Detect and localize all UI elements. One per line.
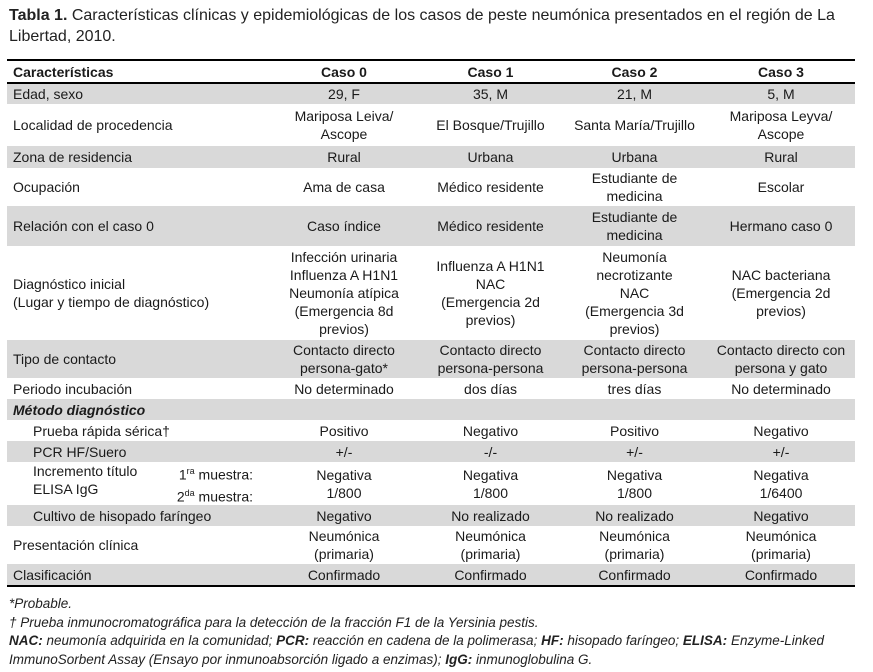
caption-label: Tabla 1. xyxy=(9,7,68,24)
cell: dos días xyxy=(464,380,517,397)
cell-line: Influenza A H1N1 xyxy=(289,267,399,283)
cell xyxy=(269,462,419,505)
cell: Confirmado xyxy=(707,564,855,586)
cell: Positivo xyxy=(319,422,369,439)
row-label-line: ELISA IgG xyxy=(33,481,99,497)
cell-line: Contacto directo con xyxy=(716,342,846,358)
cell: -/- xyxy=(419,441,562,462)
cell-line: Ascope xyxy=(320,126,368,142)
cell-line: (Emergencia 2d xyxy=(441,294,540,310)
abbr-key: IgG: xyxy=(445,651,473,667)
abbr-text: hisopado faríngeo; xyxy=(563,633,683,648)
cell xyxy=(707,462,855,505)
abbr-text: neumonía adquirida en la comunidad; xyxy=(42,633,277,648)
clinical-table xyxy=(7,59,855,587)
cell-line: Ascope xyxy=(757,126,805,142)
cell xyxy=(562,168,707,206)
row-label: Tipo de contacto xyxy=(7,340,269,378)
cell-line: (primaria) xyxy=(460,546,521,563)
abbr-key: NAC: xyxy=(9,633,43,648)
cell-line: Hermano caso 0 xyxy=(729,218,833,234)
cell xyxy=(269,340,419,378)
table-row xyxy=(7,526,855,564)
cell-line: Neumónica xyxy=(599,528,670,545)
cell xyxy=(269,104,419,146)
cell: Negativo xyxy=(707,505,855,526)
cell-line: Mariposa Leiva/ xyxy=(294,108,394,124)
abbr-text: inmunoglobulina G. xyxy=(472,651,593,667)
cell-line: persona-persona xyxy=(437,360,544,376)
elisa-row xyxy=(33,462,265,505)
cell: No determinado xyxy=(294,380,394,397)
cell-line: persona-gato* xyxy=(300,360,388,376)
section-row xyxy=(7,399,855,420)
cell xyxy=(707,206,855,246)
cell-line: Santa María/Trujillo xyxy=(574,117,695,133)
cell-line: Médico residente xyxy=(437,218,544,234)
cell-line: medicina xyxy=(606,227,663,243)
sample-1-label: $1^{ra}$ muestra: xyxy=(178,466,253,483)
cell: Urbana xyxy=(562,146,707,168)
cell xyxy=(419,168,562,206)
cell: tres días xyxy=(607,380,662,397)
cell-line: Mariposa Leyva/ xyxy=(729,108,833,124)
abbr-text: reacción en cadena de la polimerasa; xyxy=(309,633,542,648)
row-label: Relación con el caso 0 xyxy=(7,206,269,246)
cell: +/- xyxy=(562,441,707,462)
table-row xyxy=(7,146,855,168)
cell-line: (primaria) xyxy=(751,546,811,563)
cell-line: Escolar xyxy=(757,179,805,195)
cell-line: previos) xyxy=(319,321,369,337)
cell: Negativo xyxy=(269,505,419,526)
cell-line: 1/800 xyxy=(326,484,362,501)
table-row xyxy=(7,83,855,104)
cell xyxy=(562,104,707,146)
row-label: Periodo incubación xyxy=(13,380,133,397)
row-label: Localidad de procedencia xyxy=(13,117,173,133)
cell xyxy=(419,206,562,246)
row-label xyxy=(7,462,269,505)
row-label: Presentación clínica xyxy=(13,537,139,554)
row-label-line: Incremento título xyxy=(33,463,138,479)
cell xyxy=(707,526,855,564)
cell-line: Negativa xyxy=(316,466,372,483)
cell: Confirmado xyxy=(269,564,419,586)
table-caption xyxy=(9,5,867,47)
cell-line: Negativa xyxy=(462,466,519,483)
cell-line: Negativa xyxy=(753,466,809,483)
note-probable: *Probable. xyxy=(9,596,73,611)
cell xyxy=(562,462,707,505)
cell xyxy=(562,340,707,378)
col-header: Características xyxy=(7,60,269,83)
cell xyxy=(707,168,855,206)
cell xyxy=(707,246,855,340)
cell-line: Neumónica xyxy=(455,528,526,545)
cell xyxy=(419,246,562,340)
cell xyxy=(419,462,562,505)
note-abbreviations xyxy=(9,632,869,669)
row-label: Cultivo de hisopado faríngeo xyxy=(7,505,269,526)
cell: +/- xyxy=(269,441,419,462)
row-label: Edad, sexo xyxy=(7,83,269,104)
cell-line: 1/800 xyxy=(472,484,509,501)
table-row xyxy=(7,441,855,462)
cell-line: Negativa xyxy=(606,466,663,483)
abbr-key: PCR: xyxy=(276,633,310,648)
table-row xyxy=(7,206,855,246)
cell-line: medicina xyxy=(606,188,663,204)
table-row xyxy=(7,505,855,526)
cell-line: NAC xyxy=(475,276,506,292)
caption-text: Características clínicas y epidemiológicas de los casos de peste neumónica presentados en el región de La Libertad, 2010. xyxy=(9,7,835,45)
cell xyxy=(269,526,419,564)
cell xyxy=(269,206,419,246)
cell-line: Médico residente xyxy=(437,179,544,195)
cell xyxy=(419,340,562,378)
cell: Positivo xyxy=(609,422,660,439)
cell-line: El Bosque/Trujillo xyxy=(436,117,545,133)
cell-line: 1/800 xyxy=(616,484,653,501)
note-dagger: † Prueba inmunocromatográfica para la detección de la fracción F1 de la Yersinia pestis. xyxy=(9,614,539,630)
cell: No realizado xyxy=(562,505,707,526)
cell-line: Neumónica xyxy=(745,528,817,545)
cell xyxy=(562,526,707,564)
cell xyxy=(419,526,562,564)
cell xyxy=(419,104,562,146)
col-header: Caso 0 xyxy=(269,60,419,83)
elisa-samples xyxy=(177,462,265,505)
table-row xyxy=(7,420,855,441)
row-label: PCR HF/Suero xyxy=(7,441,269,462)
cell: No determinado xyxy=(731,380,831,397)
table-row xyxy=(7,246,855,340)
cell-line: persona-persona xyxy=(581,360,688,376)
abbr-text: Enzyme-Linked ImmunoSorbent Assay (Ensayo por inmunoabsorción ligado a enzimas); xyxy=(9,633,824,667)
cell: 21, M xyxy=(562,83,707,104)
cell-line: Contacto directo xyxy=(583,342,686,358)
row-label: Ocupación xyxy=(13,179,80,195)
cell-line: Contacto directo xyxy=(293,342,395,358)
cell-line: Caso índice xyxy=(307,218,381,234)
cell-line: Neumonía atípica xyxy=(289,285,399,301)
header-row xyxy=(7,60,855,83)
cell-line: Estudiante de xyxy=(591,170,678,186)
row-label: Prueba rápida sérica† xyxy=(33,422,170,439)
section-label: Método diagnóstico xyxy=(7,399,855,420)
cell: Rural xyxy=(707,146,855,168)
elisa-label xyxy=(33,462,137,505)
row-label: Zona de residencia xyxy=(7,146,269,168)
cell-line: (primaria) xyxy=(604,546,665,563)
cell-line: previos) xyxy=(756,303,806,319)
cell-line: Infección urinaria xyxy=(290,249,398,265)
cell-line: (Emergencia 3d xyxy=(585,303,684,319)
cell-line: Influenza A H1N1 xyxy=(436,258,545,274)
table-row xyxy=(7,104,855,146)
cell: No realizado xyxy=(419,505,562,526)
table-row xyxy=(7,168,855,206)
cell xyxy=(707,104,855,146)
col-header: Caso 1 xyxy=(419,60,562,83)
cell xyxy=(707,340,855,378)
cell-line: NAC bacteriana xyxy=(731,267,831,283)
cell-line: persona y gato xyxy=(734,360,828,376)
table-notes xyxy=(9,595,869,669)
cell: +/- xyxy=(707,441,855,462)
cell-line: Neumónica xyxy=(308,528,380,545)
cell-line: 1/6400 xyxy=(759,484,803,501)
sample-2-label: $2^{da}$ muestra: xyxy=(176,487,253,505)
cell-line: Estudiante de xyxy=(591,209,678,225)
abbr-key: ELISA: xyxy=(682,633,728,648)
cell: Negativo xyxy=(753,422,809,439)
cell-line: previos) xyxy=(465,312,516,328)
cell xyxy=(562,206,707,246)
cell: Rural xyxy=(269,146,419,168)
row-label: Clasificación xyxy=(7,564,269,586)
table-row xyxy=(7,564,855,586)
cell-line: (Emergencia 2d xyxy=(731,285,831,301)
cell-line: necrotizante xyxy=(596,267,673,283)
cell: 5, M xyxy=(707,83,855,104)
cell: Confirmado xyxy=(562,564,707,586)
table-row xyxy=(7,462,855,505)
cell xyxy=(562,246,707,340)
table-row xyxy=(7,340,855,378)
cell: 35, M xyxy=(419,83,562,104)
cell xyxy=(269,246,419,340)
abbr-key: HF: xyxy=(541,633,564,648)
cell-line: previos) xyxy=(609,321,660,337)
cell: Urbana xyxy=(419,146,562,168)
row-label-line: (Lugar y tiempo de diagnóstico) xyxy=(13,294,210,310)
col-header: Caso 3 xyxy=(707,60,855,83)
row-label xyxy=(7,246,269,340)
cell-line: (primaria) xyxy=(314,546,374,563)
col-header: Caso 2 xyxy=(562,60,707,83)
cell-line: (Emergencia 8d xyxy=(294,303,394,319)
table-row xyxy=(7,378,855,399)
cell-line: Ama de casa xyxy=(303,179,385,195)
cell xyxy=(269,168,419,206)
cell: 29, F xyxy=(269,83,419,104)
cell: Negativo xyxy=(462,422,519,439)
cell-line: Neumonía xyxy=(602,249,667,265)
row-label-line: Diagnóstico inicial xyxy=(13,276,126,292)
cell: Confirmado xyxy=(419,564,562,586)
cell-line: Contacto directo xyxy=(439,342,542,358)
cell-line: NAC xyxy=(619,285,650,301)
